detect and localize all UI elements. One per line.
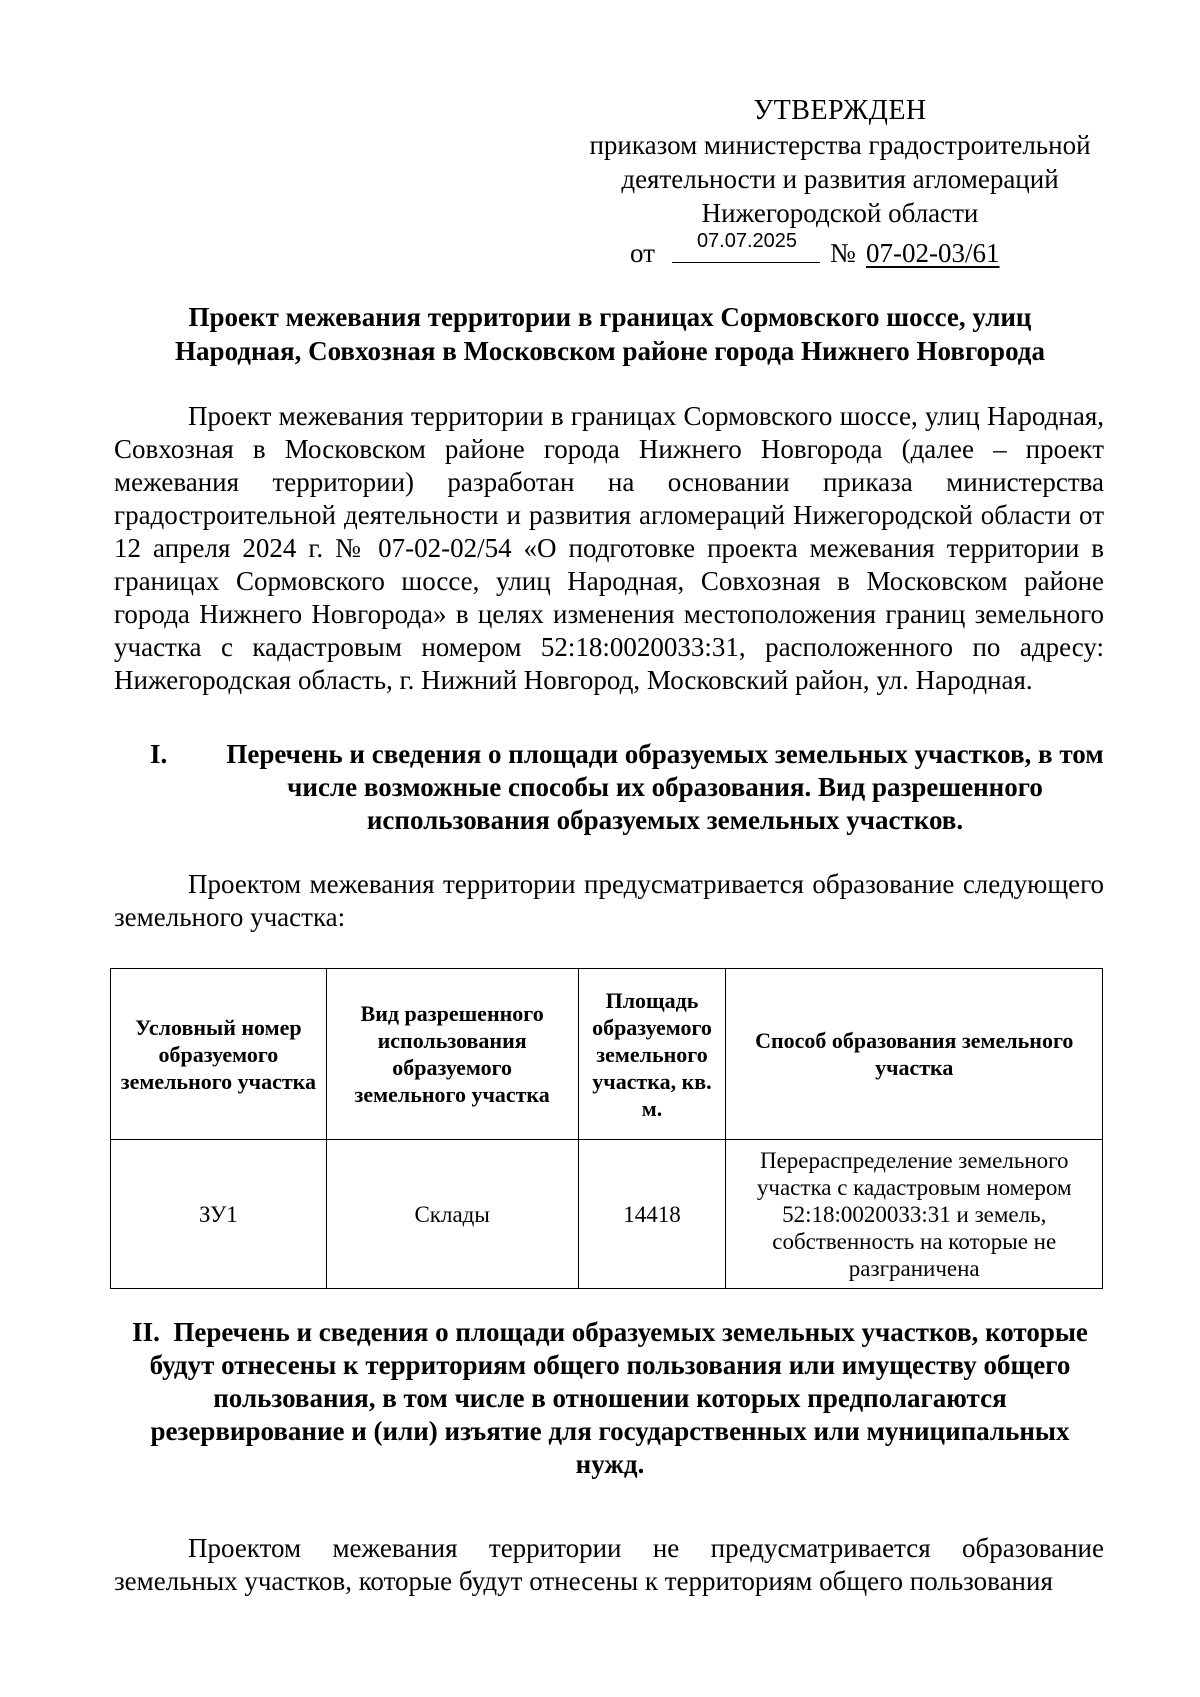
section-2-paragraph xyxy=(114,1532,1104,1598)
section-2-paragraph-text: Проектом межевания территории не предусматривается образование земельных участков, которые будут отнесены к территориям общего пользования xyxy=(114,1533,1104,1596)
table-header-cell: Площадь образуемого земельного участка, кв. м. xyxy=(578,969,726,1140)
document-title-line-1: Проект межевания территории в границах Сормовского шоссе, улиц xyxy=(188,302,1032,332)
table-header-cell: Способ образования земельного участка xyxy=(726,969,1103,1140)
date-prefix: от xyxy=(630,238,655,268)
section-1-number: I. xyxy=(150,739,168,769)
section-2-title: Перечень и сведения о площади образуемых земельных участков, которые будут отнесены к территориям общего пользования или имуществу общего пользования, в том числе в отношении которых предполагаются резервирование и (или) изъятие для государственных или муниципальных нужд. xyxy=(149,1317,1088,1479)
section-2-heading xyxy=(120,1316,1100,1481)
section-2-number: II. xyxy=(132,1317,160,1347)
table-header-row xyxy=(111,969,1103,1140)
number-label: № xyxy=(830,238,856,268)
land-plots-table xyxy=(110,968,1103,1289)
table-cell-area: 14418 xyxy=(578,1140,726,1289)
approval-line-2: деятельности и развития агломераций xyxy=(621,164,1059,194)
approval-block xyxy=(560,94,1120,268)
intro-paragraph-text: Проект межевания территории в границах Сормовского шоссе, улиц Народная, Совхозная в Московском районе города Нижнего Новгорода (далее – проект межевания территории) разработан на основании приказа министерства градостроительной деятельности и развития агломераций Нижегородской области от 12 апреля 2024 г. № 07-02-02/54 «О подготовке проекта межевания территории в границах Сормовского шоссе, улиц Народная, Совхозная в Московском районе города Нижнего Новгорода» в целях изменения местоположения границ земельного участка с кадастровым номером 52:18:0020033:31, расположенного по адресу: Нижегородская область, г. Нижний Новгород, Московский район, ул. Народная. xyxy=(114,401,1104,695)
date-underline xyxy=(672,262,820,263)
table-row xyxy=(111,1140,1103,1289)
order-number: 07-02-03/61 xyxy=(866,238,1000,268)
intro-paragraph xyxy=(114,400,1104,697)
table-cell-permitted-use: Склады xyxy=(326,1140,578,1289)
section-1-title: Перечень и сведения о площади образуемых земельных участков, в том числе возможные способы их образования. Вид разрешенного использования образуемых земельных участков. xyxy=(226,739,1104,835)
approval-date: 07.07.2025 xyxy=(696,230,798,252)
document-title xyxy=(110,300,1110,368)
approval-line-3: Нижегородской области xyxy=(701,198,979,228)
document-title-line-2: Народная, Совхозная в Московском районе города Нижнего Новгорода xyxy=(175,336,1045,366)
approval-line-1: приказом министерства градостроительной xyxy=(589,130,1091,160)
table-header-cell: Вид разрешенного использования образуемого земельного участка xyxy=(326,969,578,1140)
section-1-paragraph xyxy=(114,868,1104,934)
section-1-paragraph-text: Проектом межевания территории предусматривается образование следующего земельного участка: xyxy=(114,869,1104,932)
table-cell-formation-method: Перераспределение земельного участка с кадастровым номером 52:18:0020033:31 и земель, собственность на которые не разграничена xyxy=(726,1140,1103,1289)
table-header-cell: Условный номер образуемого земельного участка xyxy=(111,969,327,1140)
approval-heading: УТВЕРЖДЕН xyxy=(753,95,927,126)
approval-date-line xyxy=(560,228,1120,268)
section-1-heading xyxy=(150,738,1110,837)
table-cell-plot-number: ЗУ1 xyxy=(111,1140,327,1289)
